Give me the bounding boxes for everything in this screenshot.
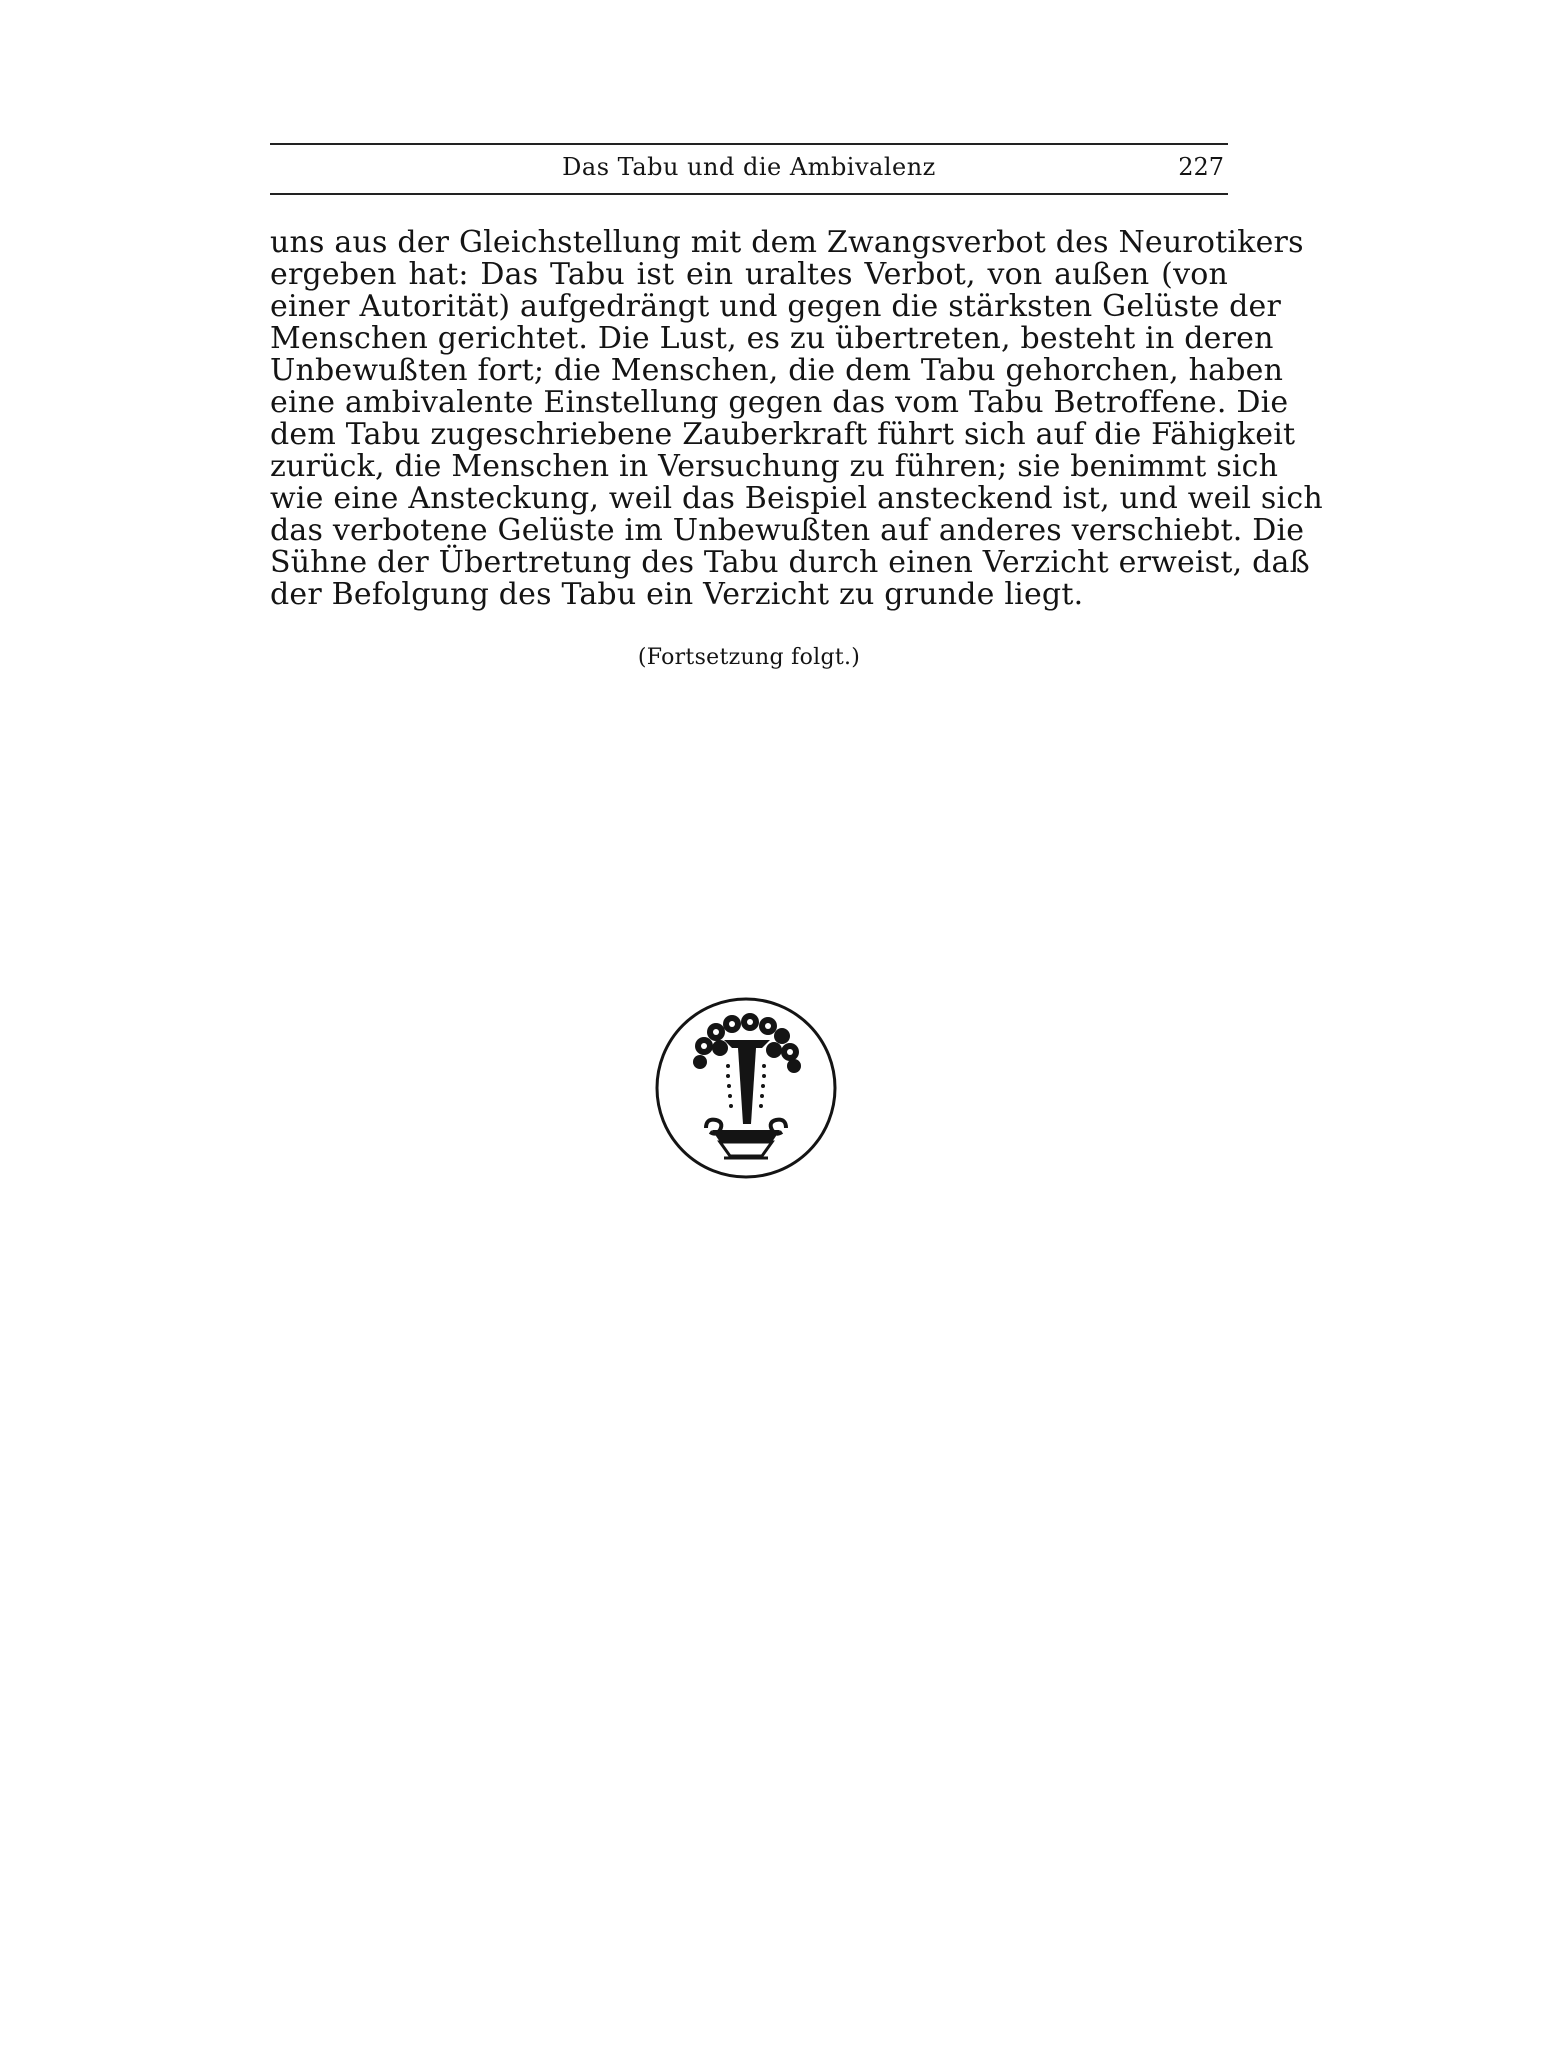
running-head: Das Tabu und die Ambivalenz xyxy=(562,153,936,181)
text-line-1: uns aus der Gleichstellung mit dem Zwangsverbot des Neurotikers xyxy=(270,225,1304,260)
text-line-5: Unbewußten fort; die Menschen, die dem Tabu gehorchen, haben xyxy=(270,353,1284,388)
text-line-6: eine ambivalente Einstellung gegen das vom Tabu Betroffene. Die xyxy=(270,385,1289,420)
vase-vignette-icon xyxy=(654,996,838,1180)
page-header xyxy=(270,143,1228,195)
text-line-4: Menschen gerichtet. Die Lust, es zu übertreten, besteht in deren xyxy=(270,321,1274,356)
body-paragraph xyxy=(270,225,1323,612)
page-number: 227 xyxy=(1178,153,1224,181)
text-line-12: der Befolgung des Tabu ein Verzicht zu grunde liegt. xyxy=(270,577,1084,612)
text-line-9: wie eine Ansteckung, weil das Beispiel ansteckend ist, und weil sich xyxy=(270,481,1323,516)
text-line-11: Sühne der Übertretung des Tabu durch einen Verzicht erweist, daß xyxy=(270,545,1310,580)
text-line-2: ergeben hat: Das Tabu ist ein uraltes Verbot, von außen (von xyxy=(270,257,1228,292)
text-line-10: das verbotene Gelüste im Unbewußten auf anderes verschiebt. Die xyxy=(270,513,1305,548)
continuation-note: (Fortsetzung folgt.) xyxy=(637,645,861,670)
text-line-7: dem Tabu zugeschriebene Zauberkraft führt sich auf die Fähigkeit xyxy=(270,417,1296,452)
text-line-3: einer Autorität) aufgedrängt und gegen die stärksten Gelüste der xyxy=(270,289,1282,324)
text-line-8: zurück, die Menschen in Versuchung zu führen; sie benimmt sich xyxy=(270,449,1279,484)
